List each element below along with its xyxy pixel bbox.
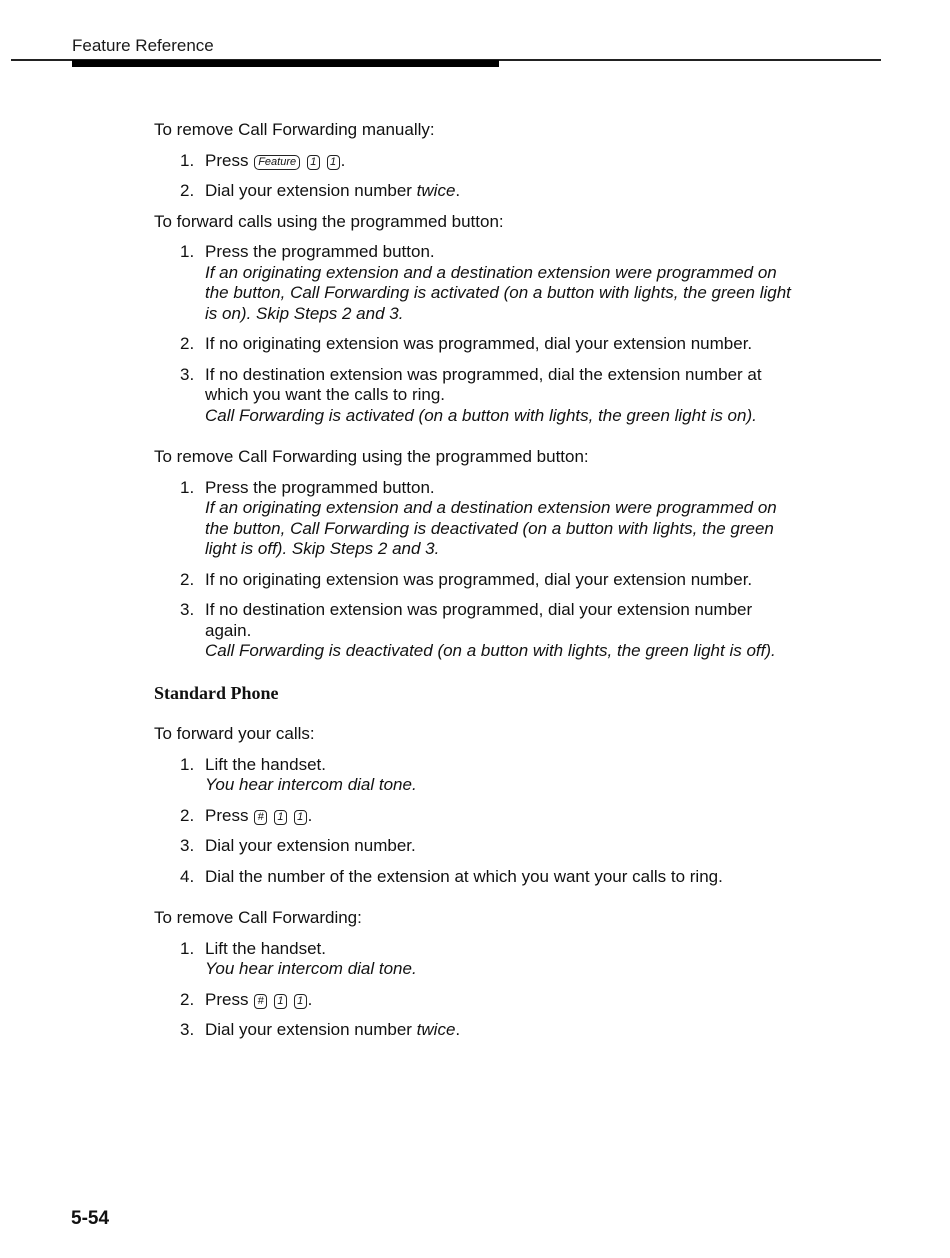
- step-number: 1.: [180, 477, 195, 497]
- digit-1-key-icon: 1: [307, 155, 320, 170]
- step-number: 1.: [180, 938, 195, 958]
- list-item: [154, 478, 794, 560]
- list-item: [154, 151, 794, 172]
- digit-1-key-icon: 1: [274, 810, 287, 825]
- list-item: [154, 1020, 794, 1041]
- step-end: .: [307, 805, 313, 825]
- step-list: [154, 939, 794, 1041]
- step-note: You hear intercom dial tone.: [205, 959, 417, 978]
- step-text: Dial your extension number: [205, 1020, 417, 1039]
- step-end: .: [455, 181, 461, 200]
- list-item: [154, 181, 794, 202]
- section-intro: To remove Call Forwarding using the programmed button:: [154, 447, 589, 466]
- step-text: If no destination extension was programmed, dial the extension number at which you want the calls to ring.: [205, 364, 762, 404]
- header-bar: [72, 60, 499, 67]
- list-item: [154, 334, 794, 355]
- step-number: 4.: [180, 866, 195, 886]
- list-item: [154, 836, 794, 857]
- digit-1-key-icon: 1: [274, 994, 287, 1009]
- step-text: Lift the handset.: [205, 754, 326, 774]
- step-number: 3.: [180, 836, 195, 855]
- step-text: Press: [205, 805, 249, 825]
- step-list: [154, 478, 794, 662]
- step-number: 2.: [180, 334, 195, 353]
- list-item: [154, 939, 794, 980]
- step-note: Call Forwarding is activated (on a button with lights, the green light is on).: [205, 405, 757, 425]
- step-text: Press the programmed button.: [205, 477, 435, 497]
- section-intro: To remove Call Forwarding manually:: [154, 120, 435, 139]
- step-list: [154, 242, 794, 426]
- step-number: 3.: [180, 1020, 195, 1039]
- page-content: [154, 120, 794, 1051]
- running-head: Feature Reference: [72, 36, 214, 55]
- step-end: .: [307, 989, 313, 1009]
- step-list: [154, 151, 794, 202]
- section-intro: To forward calls using the programmed button:: [154, 211, 504, 231]
- step-text: Dial the number of the extension at which you want your calls to ring.: [205, 866, 723, 886]
- step-emphasis: twice: [416, 1020, 456, 1039]
- step-number: 1.: [180, 242, 195, 261]
- list-item: [154, 755, 794, 796]
- page-number: 5-54: [71, 1208, 110, 1229]
- step-text: If no originating extension was programmed, dial your extension number.: [205, 569, 753, 589]
- pound-key-icon: #: [254, 810, 267, 825]
- list-item: [154, 570, 794, 591]
- step-text: If no destination extension was programmed, dial your extension number again.: [205, 600, 753, 640]
- step-note: If an originating extension and a destination extension were programmed on the button, Call Forwarding is deactivated (on a button with lights, the green light is off). Skip Steps 2 and 3.: [205, 498, 777, 558]
- step-note: You hear intercom dial tone.: [205, 775, 417, 794]
- feature-key-icon: Feature: [254, 155, 300, 170]
- section-intro: To forward your calls:: [154, 724, 315, 743]
- step-number: 2.: [180, 181, 195, 200]
- digit-1-key-icon: 1: [294, 994, 307, 1009]
- pound-key-icon: #: [254, 994, 267, 1009]
- step-list: [154, 755, 794, 888]
- step-number: 2.: [180, 569, 195, 589]
- step-number: 1.: [180, 150, 195, 170]
- digit-1-key-icon: 1: [294, 810, 307, 825]
- step-note: Call Forwarding is deactivated (on a button with lights, the green light is off).: [205, 641, 776, 660]
- step-text: Lift the handset.: [205, 938, 326, 958]
- list-item: [154, 365, 794, 427]
- step-text: Press: [205, 150, 249, 170]
- list-item: [154, 990, 794, 1011]
- list-item: [154, 242, 794, 324]
- step-number: 2.: [180, 805, 195, 825]
- step-number: 3.: [180, 600, 195, 619]
- section-intro: To remove Call Forwarding:: [154, 908, 362, 927]
- step-text: If no originating extension was programmed, dial your extension number.: [205, 334, 753, 353]
- section-heading: Standard Phone: [154, 682, 279, 703]
- digit-1-key-icon: 1: [327, 155, 340, 170]
- list-item: [154, 806, 794, 827]
- step-note: If an originating extension and a destination extension were programmed on the button, Call Forwarding is activated (on a button with lights, the green light is on). Skip Steps 2 and 3.: [205, 262, 791, 323]
- step-text: Dial your extension number: [205, 181, 417, 200]
- step-number: 2.: [180, 989, 195, 1009]
- step-end: .: [455, 1020, 461, 1039]
- step-number: 1.: [180, 754, 195, 774]
- step-text: Press: [205, 989, 249, 1009]
- list-item: [154, 600, 794, 662]
- list-item: [154, 867, 794, 888]
- step-text: Dial your extension number.: [205, 836, 416, 855]
- step-text: Press the programmed button.: [205, 242, 435, 261]
- step-end: .: [340, 150, 346, 170]
- step-number: 3.: [180, 364, 195, 384]
- step-emphasis: twice: [416, 181, 456, 200]
